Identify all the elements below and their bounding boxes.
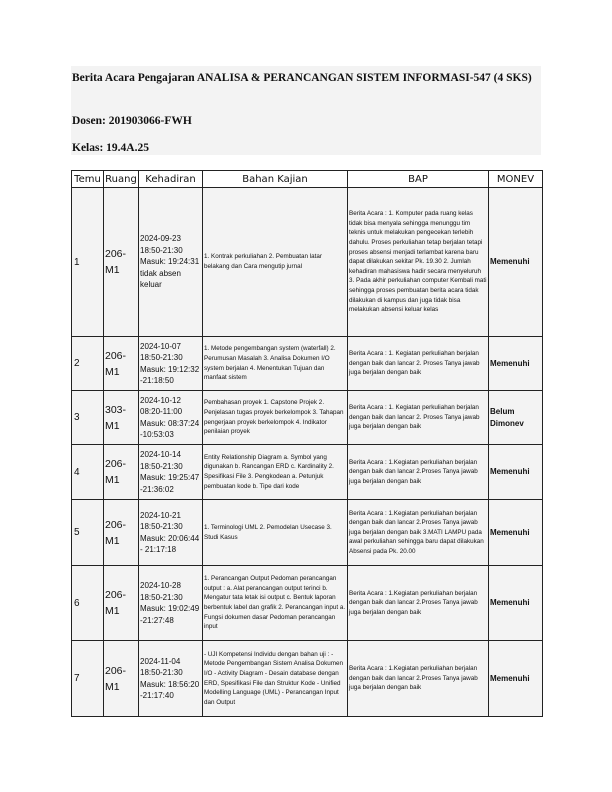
cell-monev: Memenuhi — [489, 188, 543, 337]
cell-bahan-kajian: 1. Metode pengembangan system (waterfall) 2. Perumusan Masalah 3. Analisa Dokumen I/O system berjalan 4. Menentukan Tujuan dan manfaat sistem — [203, 337, 348, 391]
cell-ruang: 303-M1 — [104, 391, 139, 445]
cell-bahan-kajian: 1. Kontrak perkuliahan 2. Pembuatan latar belakang dan Cara mengutip jurnal — [203, 188, 348, 337]
cell-temu: 4 — [72, 445, 104, 500]
cell-monev: Memenuhi — [489, 337, 543, 391]
class-label: Kelas: 19.4A.25 — [72, 142, 149, 154]
col-header-temu: Temu — [72, 171, 104, 188]
table-row — [72, 500, 543, 566]
cell-temu: 1 — [72, 188, 104, 337]
cell-temu: 7 — [72, 641, 104, 717]
cell-monev: Memenuhi — [489, 641, 543, 717]
cell-ruang: 206-M1 — [104, 500, 139, 566]
cell-ruang: 206-M1 — [104, 641, 139, 717]
table-row — [72, 188, 543, 337]
col-header-bahan-kajian: Bahan Kajian — [203, 171, 348, 188]
cell-monev: Memenuhi — [489, 445, 543, 500]
cell-monev: Memenuhi — [489, 566, 543, 641]
cell-bahan-kajian: Entity Relationship Diagram a. Symbol yang digunakan b. Rancangan ERD c. Kardinality 2. Spesifikasi File 3. Pengkodean a. Petunjuk pembuatan kode b. Tipe dari kode — [203, 445, 348, 500]
col-header-monev: MONEV — [489, 171, 543, 188]
cell-temu: 3 — [72, 391, 104, 445]
cell-kehadiran: 2024-10-07 18:50-21:30 Masuk: 19:12:32 -21:18:50 — [139, 337, 203, 391]
cell-temu: 2 — [72, 337, 104, 391]
cell-kehadiran: 2024-09-23 18:50-21:30 Masuk: 19:24:31 tidak absen keluar — [139, 188, 203, 337]
col-header-bap: BAP — [348, 171, 489, 188]
table-row — [72, 641, 543, 717]
table-row — [72, 566, 543, 641]
cell-bap: Berita Acara : 1.Kegiatan perkuliahan berjalan dengan baik dan lancar 2.Proses Tanya jawab juga berjalan dengan baik — [348, 445, 489, 500]
document-title: Berita Acara Pengajaran ANALISA & PERANCANGAN SISTEM INFORMASI-547 (4 SKS) — [72, 72, 532, 84]
cell-ruang: 206-M1 — [104, 445, 139, 500]
cell-bahan-kajian: - UJI Kompetensi Individu dengan bahan uji : - Metode Pengembangan Sistem Analisa Dokumen I/O - Activity Diagram - Desain database dengan ERD, Spesifikasi File dan Struktur Kode - Unified Modelling Language (UML) - Perancangan Input dan Output — [203, 641, 348, 717]
table-row — [72, 337, 543, 391]
cell-bap: Berita Acara : 1. Komputer pada ruang kelas tidak bisa menyala sehingga menunggu tim teknis untuk melakukan pengecekan terlebih dahulu. Proses perkuliahan tetap berjalan tetapi proses absensi menjadi terlambat karena baru dapat dilakukan sekitar Pk. 19.30 2. Jumlah kehadiran mahasiswa hadir secara menyeluruh 3. Pada akhir perkuliahan computer Kembali mati sehingga proses pembuatan berita acara tidak dilakukan di kampus dan juga tidak bisa melakukan absensi keluar kelas — [348, 188, 489, 337]
cell-kehadiran: 2024-10-21 18:50-21:30 Masuk: 20:06:44 - 21:17:18 — [139, 500, 203, 566]
cell-ruang: 206-M1 — [104, 337, 139, 391]
cell-bap: Berita Acara : 1.Kegiatan perkuliahan berjalan dengan baik dan lancar 2.Proses Tanya jawab juga berjalan dengan baik — [348, 566, 489, 641]
cell-kehadiran: 2024-11-04 18:50-21:30 Masuk: 18:56:20 -21:17:40 — [139, 641, 203, 717]
cell-ruang: 206-M1 — [104, 566, 139, 641]
cell-bap: Berita Acara : 1.Kegiatan perkuliahan berjalan dengan baik dan lancar 2.Proses Tanya jawab juga berjalan dengan baik — [348, 641, 489, 717]
cell-monev: Memenuhi — [489, 500, 543, 566]
table-row — [72, 445, 543, 500]
cell-bap: Berita Acara : 1.Kegiatan perkuliahan berjalan dengan baik dan lancar 2.Proses Tanya jawab juga berjalan dengan baik 3.MATI LAMPU pada awal perkuliahan sehingga baru dapat dilakukan Absensi pada Pk. 20.00 — [348, 500, 489, 566]
cell-ruang: 206-M1 — [104, 188, 139, 337]
table-row — [72, 391, 543, 445]
cell-kehadiran: 2024-10-28 18:50-21:30 Masuk: 19:02:49 -21:27:48 — [139, 566, 203, 641]
cell-bahan-kajian: 1. Terminologi UML 2. Pemodelan Usecase 3. Studi Kasus — [203, 500, 348, 566]
cell-bahan-kajian: 1. Perancangan Output Pedoman perancangan output : a. Alat perancangan output terinci b. Mengatur tata letak isi output c. Bentuk laporan berbentuk label dan grafik 2. Perancangan input a. Fungsi dokumen dasar Pedoman perancangan input — [203, 566, 348, 641]
cell-kehadiran: 2024-10-14 18:50-21:30 Masuk: 19:25:47 -21:36:02 — [139, 445, 203, 500]
col-header-kehadiran: Kehadiran — [139, 171, 203, 188]
cell-temu: 5 — [72, 500, 104, 566]
cell-temu: 6 — [72, 566, 104, 641]
lecturer-label: Dosen: 201903066-FWH — [72, 115, 192, 127]
cell-kehadiran: 2024-10-12 08:20-11:00 Masuk: 08:37:24 -10:53:03 — [139, 391, 203, 445]
table-header-row — [72, 171, 543, 188]
cell-monev: Belum Dimonev — [489, 391, 543, 445]
teaching-record-table — [71, 170, 543, 717]
document-header — [71, 66, 541, 155]
cell-bap: Berita Acara : 1. Kegiatan perkuliahan berjalan dengan baik dan lancar 2. Proses Tanya jawab juga berjalan dengan baik — [348, 391, 489, 445]
col-header-ruang: Ruang — [104, 171, 139, 188]
cell-bahan-kajian: Pembahasan proyek 1. Capstone Projek 2. Penjelasan tugas proyek berkelompok 3. Tahapan pengerjaan proyek berkelompok 4. Indikator penilaian proyek — [203, 391, 348, 445]
cell-bap: Berita Acara : 1. Kegiatan perkuliahan berjalan dengan baik dan lancar 2. Proses Tanya jawab juga berjalan dengan baik — [348, 337, 489, 391]
